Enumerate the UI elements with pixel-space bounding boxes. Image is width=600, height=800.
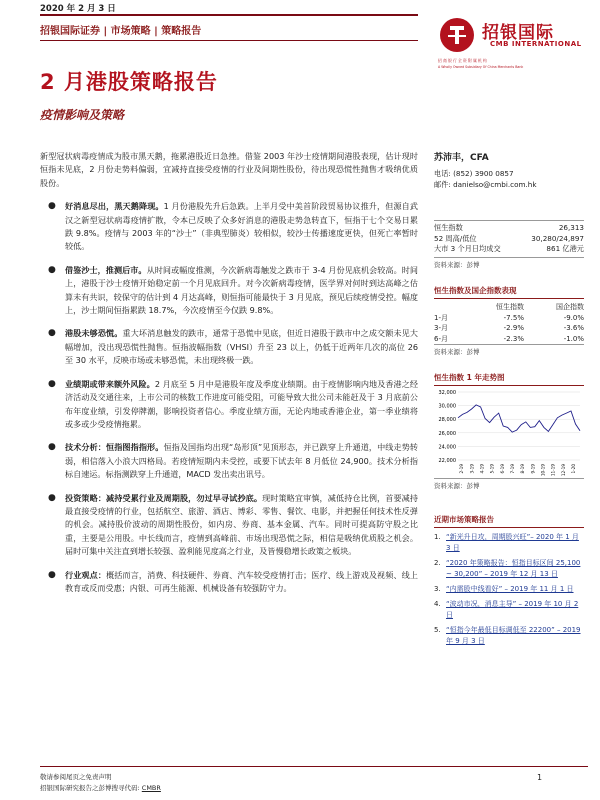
bullet-item	[40, 441, 418, 481]
stat-value: 861 亿港元	[546, 244, 584, 253]
bullet-lead: 借鉴沙士，推测后市。	[65, 264, 147, 275]
report-link[interactable]	[434, 599, 584, 621]
report-title: 2 月港股策略报告	[40, 70, 218, 94]
report-text[interactable]: “内需股中线看好” – 2019 年 11 月 1 日	[446, 585, 574, 593]
report-text[interactable]: “新光升日攻，周期股兴旺”– 2020 年 1 月 3 日	[446, 533, 579, 552]
company-logo	[438, 16, 588, 76]
logo-en-text: CMB INTERNATIONAL	[490, 40, 582, 48]
bullet-item	[40, 264, 418, 318]
stat-row	[434, 223, 584, 234]
bullet-item	[40, 569, 418, 596]
table-row	[434, 334, 584, 345]
logo-cn-text: 招银国际	[482, 23, 554, 43]
bullet-item	[40, 327, 418, 367]
report-text[interactable]: “恒指今年最低目标调低至 22200” – 2019 年 9 月 3 日	[446, 626, 581, 645]
x-tick-label: 4-19	[479, 464, 485, 474]
chart-heading: 恒生指数 1 年走势图	[434, 372, 584, 386]
table-row	[434, 313, 584, 324]
perf-col-header: 恒生指数	[495, 302, 524, 311]
report-subtitle: 疫情影响及策略	[40, 108, 125, 122]
x-tick-label: 7-19	[509, 464, 515, 474]
bullet-text: 概括而言，消费、科技硬件、券商、汽车较受疫情打击；医疗、线上游戏及视频、线上教育或反而受惠；内银、可再生能源、机械设备有较强防守力。	[65, 569, 418, 593]
bullet-list	[40, 200, 418, 595]
department-line: 招银国际证券 | 市场策略 | 策略报告	[40, 26, 202, 37]
logo-tagline-cn: 招 商 银 行 全 资 附 属 机 构	[438, 58, 487, 63]
chart-source: 资料来源：彭博	[434, 482, 480, 490]
footer-rule	[40, 766, 588, 767]
bullet-text: 重大坏消息触发的跌市，通常于恐慌中见底，但近日港股于跌市中之成交额未见大幅增加，没出现恐慌性抛售。恒指波幅指数（VHSI）升至 23 以上，仍低于近两年几次的高位 26 至 30 水平，反映市场或未够恐慌，未出现终极一跌。	[65, 328, 418, 366]
perf-table	[434, 301, 584, 346]
analyst-phone: 电话: (852) 3900 0857	[434, 169, 514, 178]
report-num: 1.	[434, 533, 441, 541]
report-num: 3.	[434, 585, 441, 593]
bullet-icon: ●	[48, 442, 56, 453]
bullet-text: 从时间或幅度推测，今次新病毒触发之跌市于 3-4 月份见底机会较高。时间上，港股于沙士疫情开始稳定前一个月见底回升。对今次新病毒疫情，医学界对何时到达高峰之估算未有共识，较保守的估计到 4 月达高峰，则恒指可能最快于 3 月见底，预见后续疫情受控。幅度上，沙士期间恒指累跌 18.7%，今次疫情至今仅跌 9.8%。	[65, 264, 418, 316]
x-tick-label: 1-20	[570, 464, 576, 474]
footer-bloomberg	[40, 783, 161, 792]
report-num: 2.	[434, 559, 441, 567]
bullet-lead: 行业观点：	[65, 569, 107, 580]
table-cell: -2.3%	[503, 334, 524, 343]
bullet-icon: ●	[48, 264, 56, 275]
x-tick-label: 8-19	[520, 464, 526, 474]
bullet-item	[40, 492, 418, 559]
header-rule-2	[40, 40, 418, 41]
bullet-icon: ●	[48, 569, 56, 580]
table-row	[434, 323, 584, 334]
stat-row	[434, 244, 584, 255]
hsi-chart-svg	[434, 388, 584, 476]
report-link[interactable]	[434, 584, 584, 595]
table-cell: -3.6%	[563, 324, 584, 332]
y-tick-label: 24,000	[438, 444, 456, 451]
x-tick-label: 10-19	[540, 464, 546, 476]
bullet-icon: ●	[48, 328, 56, 339]
series-line	[458, 405, 580, 432]
table-cell: -7.5%	[503, 313, 524, 322]
stats-source: 资料来源：彭博	[434, 260, 480, 269]
analyst-email[interactable]: 邮件: danielso@cmbi.com.hk	[434, 180, 537, 189]
x-tick-label: 9-19	[530, 464, 536, 474]
bullet-text: 现时策略宜审慎，减低持仓比例，首要减持最直接受疫情的行业，包括航空、旅游、酒店、博彩、零售、餐饮、电影，并把握任何技术性反弹的机会。减持股价波动的周期性股份，如内房、券商、基本金属、汽车。同时可提高防守股之比重，主要是公用股。中长线而言，疫情到高峰前、市场出现恐慌之际，相信是吸纳优质股之机会。届时可集中关注直到增长较强、盈利能见度高之行业，及皆慢稳增长政策之板块。	[65, 492, 418, 557]
intro-paragraph: 新型冠状病毒疫情成为股市黑天鹅，拖累港股近日急挫。借鉴 2003 年沙士疫情期间港股表现，估计现时恒指未见底，2 月份走势料偏弱，宜减持直接受疫情的行业及间期性股份，待出现恐慌性抛售才吸纳优质股份。	[40, 151, 418, 188]
report-text[interactable]: “波动市况，消息主导” – 2019 年 10 月 2 日	[446, 600, 579, 619]
report-link[interactable]	[434, 625, 584, 647]
page-number: 1	[537, 773, 543, 782]
stat-row	[434, 234, 584, 245]
footer-bloomberg-prefix: 招银国际研究报告之彭博搜寻代码:	[40, 784, 140, 792]
y-tick-label: 26,000	[438, 430, 456, 437]
perf-header-row	[434, 301, 584, 313]
analyst-name: 苏沛丰，CFA	[434, 153, 489, 163]
footer-disclaimer: 敬请参阅尾页之免责声明	[40, 773, 112, 781]
bullet-text: 1 月份港股先升后急跌。上半月受中美首阶段贸易协议推升，但源自武汉之新型冠状病毒疫情扩散，令本已反映了众多好消息的港股走势急转直下，恒指于七个交易日累跌 9.8%。疫情与 2003 年的“沙士”（非典型肺炎）较相似，较沙士传播速度更快，但死亡率暂时较低。	[65, 201, 418, 252]
table-cell: 6-月	[434, 334, 448, 343]
table-cell: 1-月	[434, 313, 448, 322]
x-tick-label: 11-19	[550, 464, 556, 476]
x-tick-label: 12-19	[560, 464, 566, 476]
header-rule	[40, 14, 418, 16]
bullet-lead: 投资策略：减持受累行业及周期股，勿过早寻试抄底。	[65, 492, 263, 503]
bullet-icon: ●	[48, 201, 56, 212]
bullet-lead: 港股未够恐慌。	[65, 328, 123, 339]
report-text[interactable]: “2020 年策略报告：恒指目标区间 25,100 ~ 30,200” – 2019 年 12 月 13 日	[446, 559, 581, 578]
hsi-chart	[434, 388, 584, 479]
logo-tagline-en: A Wholly Owned Subsidiary Of China Merchants Bank	[438, 65, 524, 69]
report-num: 5.	[434, 626, 441, 634]
stat-label: 恒生指数	[434, 223, 463, 232]
table-cell: -2.9%	[503, 324, 524, 332]
bullet-item	[40, 200, 418, 254]
y-tick-label: 28,000	[438, 417, 456, 424]
report-date: 2020 年 2 月 3 日	[40, 4, 116, 14]
stat-label: 52 周高/低位	[434, 233, 477, 243]
report-link[interactable]	[434, 558, 584, 580]
bullet-icon: ●	[48, 378, 56, 389]
bullet-lead: 技术分析：恒指图指指形。	[65, 442, 164, 453]
main-column	[40, 150, 418, 605]
reports-heading: 近期市场策略报告	[434, 514, 584, 528]
table-cell: -9.0%	[563, 313, 584, 322]
report-link[interactable]	[434, 532, 584, 554]
table-cell: 3-月	[434, 324, 448, 332]
bullet-lead: 业绩期或带来额外风险。	[65, 378, 155, 389]
bullet-item	[40, 378, 418, 432]
stat-value: 30,280/24,897	[531, 233, 584, 243]
perf-heading: 恒生指数及国企指数表现	[434, 285, 584, 299]
x-tick-label: 5-19	[489, 464, 495, 474]
table-cell: -1.0%	[563, 334, 584, 343]
market-stats	[434, 220, 584, 258]
bullet-text: 2 月底至 5 月中是港股年度及季度业绩期。由于疫情影响内地及香港之经济活动及交通往来，上市公司的核数工作进度可能受阻，可能导致大批公司未能赶及于 3 月底前公布年度业绩，引发停牌潮，影响投资者信心。季度业绩方面，无论内地或香港企业，第一季业绩将或多或少受疫情拖累。	[65, 378, 418, 429]
perf-col-header	[434, 301, 464, 313]
bullet-icon: ●	[48, 492, 56, 503]
stat-label: 大市 3 个月日均成交	[434, 244, 501, 253]
cmb-logo-icon	[438, 16, 476, 54]
y-tick-label: 22,000	[438, 458, 456, 464]
y-tick-label: 32,000	[438, 390, 456, 396]
x-tick-label: 6-19	[499, 464, 505, 474]
x-tick-label: 3-19	[469, 464, 475, 474]
reports-list	[434, 532, 584, 647]
report-num: 4.	[434, 600, 441, 608]
bullet-lead: 好消息尽出，黑天鹅降现。	[65, 201, 164, 212]
x-tick-label: 2-19	[459, 464, 465, 474]
perf-col-header: 国企指数	[556, 302, 584, 311]
sidebar	[434, 150, 584, 651]
y-tick-label: 30,000	[438, 403, 456, 410]
bullet-text: 恒指及国指均出现“岛形顶”见顶形态，并已跌穿上升通道，中线走势转弱，相信落入小浪大四格局。若疫情短期内未受控，或要下试去年 8 月低位 24,900。技术分析指标自速运。标指测跌穿上升通道，MACD 发出卖出讯号。	[65, 442, 418, 480]
footer-bloomberg-code[interactable]: CMBR	[141, 784, 161, 792]
perf-source: 资料来源：彭博	[434, 348, 480, 356]
stat-value: 26,313	[558, 223, 584, 232]
